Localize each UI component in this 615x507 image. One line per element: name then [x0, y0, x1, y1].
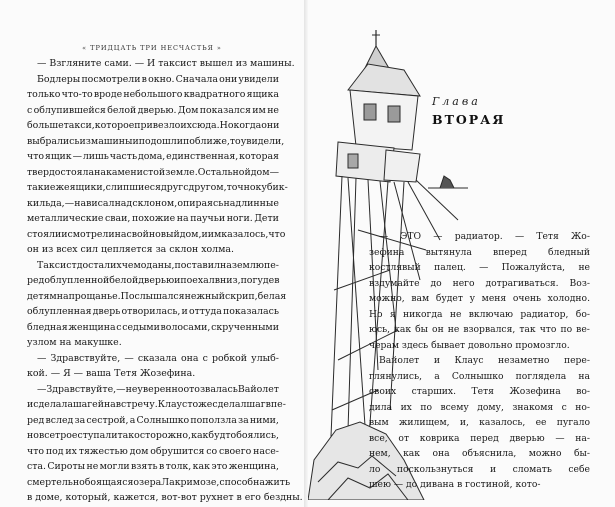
text-line: детям на прощанье. Послышался нежный скрип, белая	[27, 290, 287, 302]
text-line: дила их по всему дому, знакомя с но-	[369, 401, 590, 413]
text-line: что под их тяжестью дом обрушится со своего насе-	[27, 445, 279, 457]
text-line: вздумайте до него дотрагиваться. Воз-	[369, 277, 590, 289]
text-line: все, от коврика перед дверью — на-	[369, 432, 590, 444]
chapter-label: Глава	[432, 95, 481, 108]
text-line: глянулись, а Солнышко поглядела на	[369, 370, 590, 382]
chapter-title: ВТОРАЯ	[432, 112, 506, 127]
text-line: зефина вытянула вперед бледный	[369, 246, 590, 258]
text-line: в доме, который, кажется, вот-вот рухнет в его бездны.	[27, 492, 303, 503]
text-line: ло поскользнуться и сломать себе	[369, 463, 590, 475]
text-line: — Здравствуйте, — сказала она с робкой улыб-	[37, 352, 279, 364]
text-line: костлявый палец. — Пожалуйста, не	[369, 262, 590, 273]
text-line: ста. Сироты не могли взять в толк, как это женщина,	[27, 461, 279, 472]
left-page-body-text	[27, 56, 303, 506]
right-page	[308, 0, 615, 507]
text-line: Бодлеры посмотрели в окно. Сначала они увидели	[37, 73, 279, 85]
running-head: « ТРИДЦАТЬ ТРИ НЕСЧАСТЬЯ »	[82, 44, 222, 52]
text-line: смертельно боящаяся озера Лакримозе, способна жить	[27, 476, 291, 488]
text-line: шею — до дивана в гостиной, кото-	[369, 479, 541, 490]
text-line: бледная женщина с седыми волосами, скрученными	[27, 321, 279, 333]
text-line: Вайолет и Клаус незаметно пере-	[379, 355, 590, 366]
text-line: что ящик — лишь часть дома, единственная, которая	[27, 151, 279, 162]
text-line: металлические сваи, похожие на паучьи ноги. Дети	[27, 213, 279, 224]
text-line: — ЭТО — радиатор. — Тетя Жо-	[379, 231, 590, 242]
text-line: больше такси, которое привезло их сюда. Но когда они	[27, 120, 280, 131]
text-line: и сделала шаг ей навстречу. Клаус тоже сделал шаг впе-	[27, 399, 286, 410]
text-line: ки льда, — нависал над склоном, опираясь на длинные	[27, 197, 279, 209]
text-line: но все трое ступали так осторожно, как будто боялись,	[27, 430, 279, 441]
text-line: облупленная дверь отворилась, и оттуда показалась	[27, 306, 279, 317]
text-line: ред вслед за сестрой, а Солнышко поползла за ними,	[27, 414, 279, 426]
text-line: кой. — Я — ваша Тетя Жозефина.	[27, 368, 196, 379]
text-line: вым жилищем, и, казалось, ее пугало	[369, 417, 590, 428]
text-line: своих старших. Тетя Жозефина во-	[369, 386, 590, 397]
text-line: черам здесь бывает довольно промозгло.	[369, 339, 570, 351]
left-page	[0, 0, 304, 507]
text-line: Но я никогда не включаю радиатор, бо-	[369, 308, 590, 320]
text-line: Таксист достал их чемоданы, поставил на землю пе-	[37, 259, 279, 271]
text-line: такие же ящики, слипшиеся друг с другом, точно кубик-	[27, 182, 288, 193]
text-line: — Здравствуйте, — неуверенно отозвалась Вайолет	[37, 383, 279, 395]
text-line: твердо стояла на каменистой земле. Остальной дом —	[27, 166, 279, 178]
text-line: стояли и смотрели на свой новый дом, и им казалось, что	[27, 228, 286, 240]
text-line: можно, вам будет у меня очень холодно.	[369, 293, 590, 304]
text-line: юсь, как бы он не взорвался, так что по ве-	[369, 324, 590, 335]
text-line: нем, как она объяснила, можно бы-	[369, 448, 590, 459]
text-line: выбрались из машины и подошли поближе, то увидели,	[27, 135, 285, 147]
text-line: узлом на макушке.	[27, 337, 122, 348]
text-line: с облупившейся белой дверью. Дом показался им не	[27, 104, 279, 116]
text-line: ред облупленной белой дверью и поехал вниз, погудев	[27, 275, 280, 286]
text-line: он из всех сил цепляется за склон холма.	[27, 244, 234, 255]
text-line: только что-то вроде небольшого квадратного ящика	[27, 89, 279, 100]
text-line: — Взгляните сами. — И таксист вышел из машины.	[37, 58, 295, 69]
right-page-body-text	[369, 229, 590, 493]
